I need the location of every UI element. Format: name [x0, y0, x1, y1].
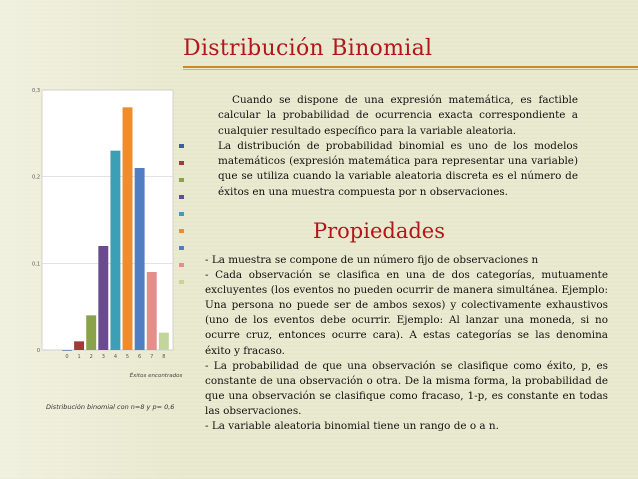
- legend-swatch: [179, 161, 184, 165]
- x-tick-label: 2: [89, 354, 93, 360]
- bar: [135, 168, 145, 350]
- slide-title: Distribución Binomial: [183, 36, 433, 61]
- x-tick-label: 4: [113, 354, 118, 360]
- properties-heading: Propiedades: [313, 219, 446, 243]
- property-item: - Cada observación se clasifica en una de dos categorías, mutuamente excluyentes (los eventos no pueden ocurrir de manera simultánea. Ejemplo: Una persona no puede ser de ambos sexos) y colectivamente exhaustivos (uno de los eventos debe ocurrir. Ejemplo: Al lanzar una moneda, si no ocurre cruz, entonces ocurre cara). A estas categorías se las denomina éxito y fracaso.: [205, 269, 608, 357]
- legend-swatch: [179, 195, 184, 199]
- x-tick-label: 0: [65, 354, 69, 360]
- legend-swatch: [179, 144, 184, 148]
- title-rule: [183, 66, 638, 68]
- x-tick-label: 1: [77, 354, 81, 360]
- legend-swatch: [179, 229, 184, 233]
- chart-caption: Distribución binomial con n=8 y p= 0,6: [46, 403, 175, 411]
- legend-swatch: [179, 263, 184, 267]
- x-tick-label: 8: [162, 354, 166, 360]
- legend-swatch: [179, 280, 184, 284]
- legend-swatch: [179, 212, 184, 216]
- bar: [110, 151, 120, 350]
- y-tick-label: 0,2: [32, 174, 40, 181]
- y-tick-label: 0,1: [32, 261, 40, 268]
- bar: [159, 333, 169, 350]
- bar: [98, 246, 108, 350]
- property-item: - La variable aleatoria binomial tiene un rango de o a n.: [205, 420, 499, 433]
- x-tick-label: 7: [150, 354, 154, 360]
- bar: [86, 315, 96, 350]
- property-item: - La muestra se compone de un número fijo de observaciones n: [205, 254, 539, 266]
- bar: [74, 341, 84, 350]
- x-tick-label: 3: [101, 354, 105, 360]
- property-item: - La probabilidad de que una observación se clasifique como éxito, p, es constante de una observación o otra. De la misma forma, la probabilidad de que una observación se clasifique como fracaso, 1-p, es constante en todas las observaciones.: [205, 359, 608, 417]
- x-tick-label: 6: [138, 354, 142, 360]
- bar: [147, 272, 157, 350]
- binomial-chart: [28, 78, 198, 418]
- title-rule-secondary: [183, 69, 638, 70]
- intro-paragraph-2: La distribución de probabilidad binomial es uno de los modelos matemáticos (expresión matemática para representar una variable) que se utiliza cuando la variable aleatoria discreta es el número de éxitos en una muestra compuesta por n observaciones.: [218, 139, 578, 198]
- legend-swatch: [179, 178, 184, 182]
- binomial-chart-svg: [28, 78, 198, 418]
- bar: [123, 107, 133, 350]
- x-tick-label: 5: [125, 354, 130, 360]
- intro-text: [218, 93, 578, 200]
- legend-swatch: [179, 246, 184, 250]
- y-tick-label: 0: [36, 348, 40, 354]
- properties-list: [205, 253, 608, 434]
- intro-paragraph-1: [218, 93, 578, 139]
- x-axis-label: Éxitos encontrados: [129, 373, 183, 379]
- bar: [62, 350, 72, 351]
- intro-paragraph-1-text: Cuando se dispone de una expresión matemática, es factible calcular la probabilidad de ocurrencia exacta correspondiente a cualquier resultado específico para la variable aleatoria.: [218, 94, 578, 137]
- y-tick-label: 0,3: [32, 88, 40, 94]
